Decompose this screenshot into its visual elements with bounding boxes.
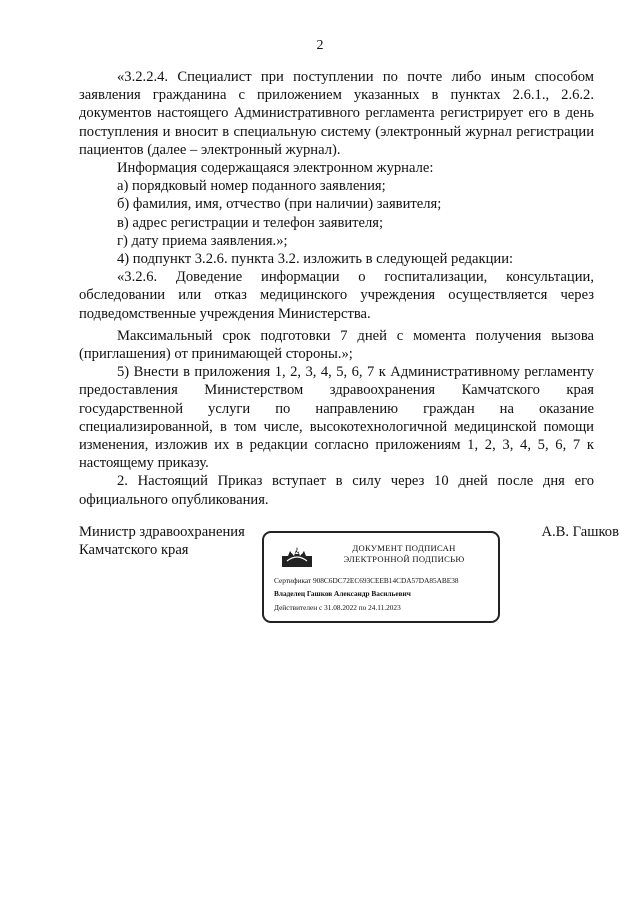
paragraph-4: 4) подпункт 3.2.6. пункта 3.2. изложить в следующей редакции: <box>117 251 514 268</box>
paragraph-3-2-2-4-line-4: поступления и вносит в специальную систему (электронный журнал регистрации <box>79 123 594 140</box>
max-term-paragraph-line-1: Максимальный срок подготовки 7 дней с момента получения вызова <box>117 327 594 344</box>
stamp-title <box>324 543 484 564</box>
page-number: 2 <box>316 38 324 53</box>
paragraph-5-line-1: 5) Внести в приложения 1, 2, 3, 4, 5, 6, 7 к Административному регламенту <box>117 364 594 381</box>
stamp-title-line-2: ЭЛЕКТРОННОЙ ПОДПИСЬЮ <box>343 553 465 564</box>
list-item-v: в) адрес регистрации и телефон заявителя; <box>117 214 384 231</box>
paragraph-3-2-2-4-line-1: «3.2.2.4. Специалист при поступлении по почте либо иным способом <box>117 69 594 85</box>
paragraph-3-2-2-4-line-2: заявления гражданина с приложением указанных в пунктах 2.6.1., 2.6.2. <box>79 87 594 104</box>
document-body <box>79 68 594 509</box>
stamp-owner <box>274 589 411 598</box>
max-term-paragraph-line-2: (приглашения) от принимающей стороны.»; <box>79 346 353 363</box>
owner-value: Гашков Александр Васильевич <box>306 589 411 598</box>
coat-of-arms-icon <box>278 541 316 569</box>
signer-name: А.В. Гашков <box>541 524 619 540</box>
list-item-a: а) порядковый номер поданного заявления; <box>117 178 386 195</box>
paragraph-5-line-5: изменения, изложив их в редакции согласно приложениям 1, 2, 3, 4, 5, 6, 7 к <box>79 437 594 454</box>
owner-label: Владелец <box>274 589 306 598</box>
paragraph-3-2-2-4-line-3: документов настоящего Административного регламента регистрирует его в день <box>79 105 594 122</box>
paragraph-5-line-2: предоставления Министерством здравоохранения Камчатского края <box>79 382 594 399</box>
list-item-g: г) дату приема заявления.»; <box>117 232 288 249</box>
paragraph-3-2-2-4-line-5: пациентов (далее – электронный журнал). <box>79 141 341 158</box>
emblem-text: 423 <box>290 549 304 556</box>
signer-title <box>79 523 269 559</box>
stamp-validity <box>274 603 401 612</box>
signer-title-line-1: Министр здравоохранения <box>79 524 245 540</box>
valid-to: 24.11.2023 <box>368 603 401 612</box>
certificate-label: Сертификат <box>274 576 312 585</box>
paragraph-2-line-1: 2. Настоящий Приказ вступает в силу через 10 дней после дня его <box>117 473 594 490</box>
list-item-b: б) фамилия, имя, отчество (при наличии) заявителя; <box>117 196 442 213</box>
paragraph-2-line-2: официального опубликования. <box>79 491 269 508</box>
paragraph-3-2-6-line-2: обследовании или отказ медицинского учреждения осуществляется через <box>79 287 594 304</box>
valid-to-label: по <box>358 603 367 612</box>
paragraph-5-line-6: настоящему приказу. <box>79 455 209 472</box>
paragraph-5-line-4: специализированной, в том числе, высокотехнологичной медицинской помощи <box>79 418 594 435</box>
electronic-signature-stamp <box>262 531 500 623</box>
stamp-certificate <box>274 576 459 585</box>
journal-info-paragraph: Информация содержащаяся электронном журнале: <box>117 160 434 177</box>
stamp-title-line-1: ДОКУМЕНТ ПОДПИСАН <box>352 543 456 553</box>
paragraph-5-line-3: государственной услуги по направлению граждан на оказание <box>79 400 594 417</box>
valid-label: Действителен с <box>274 603 323 612</box>
certificate-value: 908C6DC72EC693CEEB14CDA57DA85ABE38 <box>312 576 459 585</box>
paragraph-3-2-6-line-1: «3.2.6. Доведение информации о госпитализации, консультации, <box>117 269 594 286</box>
valid-from: 31.08.2022 <box>324 603 357 612</box>
signer-title-line-2: Камчатского края <box>79 542 189 559</box>
paragraph-3-2-6-line-3: подведомственные учреждения Министерства. <box>79 305 371 322</box>
signature-block <box>79 523 619 643</box>
